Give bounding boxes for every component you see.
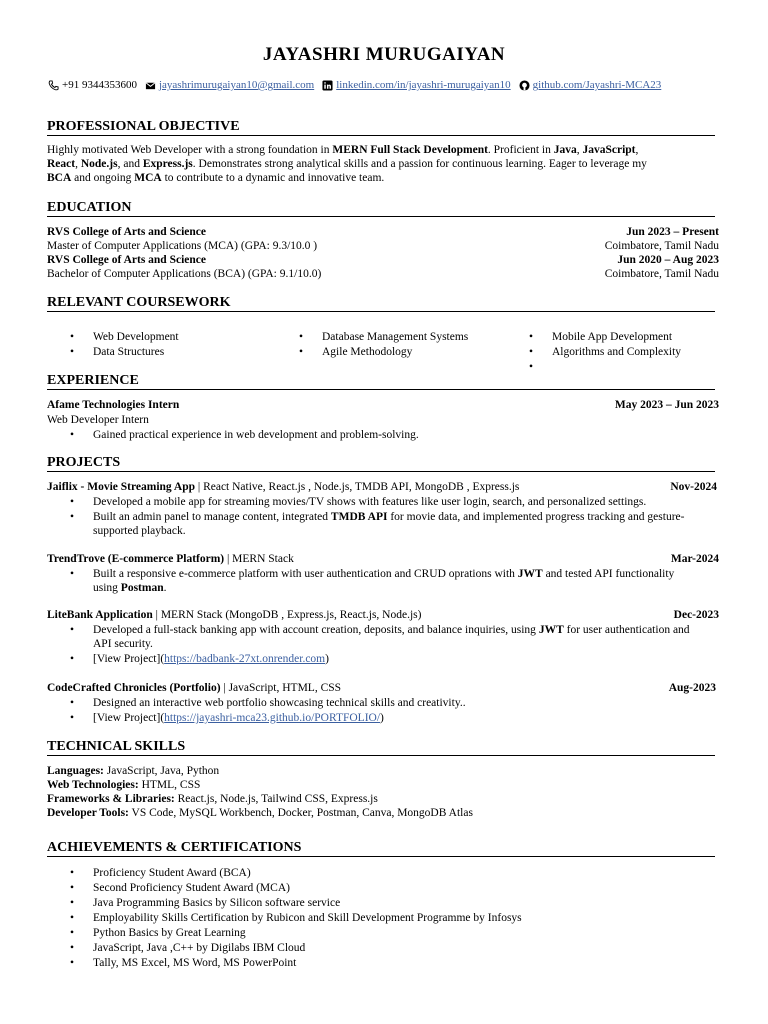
contact-bar — [48, 79, 669, 91]
project-header — [47, 608, 719, 622]
bullet-text — [93, 623, 693, 651]
section-heading-experience: EXPERIENCE — [47, 373, 715, 390]
achievement: Tally, MS Excel, MS Word, MS PowerPoint — [93, 957, 297, 969]
course: Algorithms and Complexity — [552, 346, 682, 358]
skill-value: HTML, CSS — [138, 779, 201, 791]
project-name: LiteBank Application — [47, 609, 153, 621]
company-name: Afame Technologies Intern — [47, 399, 180, 411]
education-row — [47, 225, 719, 239]
project-date: Aug-2023 — [668, 682, 716, 694]
skill-value: JavaScript, Java, Python — [103, 765, 220, 777]
project-link[interactable]: https://jayashri-mca23.github.io/PORTFOLIO/ — [164, 712, 381, 724]
text: to contribute to a dynamic and innovative team. — [161, 172, 385, 184]
text-bold: Java — [553, 144, 577, 156]
text-bold: JWT — [538, 624, 564, 636]
contact-linkedin[interactable] — [322, 79, 510, 91]
text-bold: MERN Full Stack Development — [332, 144, 488, 156]
email-link[interactable]: jayashrimurugaiyan10@gmail.com — [158, 79, 315, 91]
text: , — [635, 144, 639, 156]
section-heading-skills: TECHNICAL SKILLS — [47, 739, 715, 756]
text: [View Project]( — [93, 653, 165, 665]
text: and tested API functionality using — [93, 568, 675, 594]
project-date: Mar-2024 — [670, 553, 719, 565]
text: Built an admin panel to manage content, integrated — [93, 511, 331, 523]
skill-value: React.js, Node.js, Tailwind CSS, Express.js — [174, 793, 378, 805]
text: Developed a full-stack banking app with account creation, deposits, and balance inquiries, using — [93, 624, 539, 636]
text-bold: Postman — [120, 582, 164, 594]
achievement: JavaScript, Java ,C++ by Digilabs IBM Cloud — [93, 942, 306, 954]
bullet-text: Gained practical experience in web development and problem-solving. — [93, 429, 419, 441]
text-bold: Express.js — [142, 158, 193, 170]
section-heading-projects: PROJECTS — [47, 455, 715, 472]
job-title: Web Developer Intern — [47, 414, 149, 426]
education-row — [47, 239, 719, 253]
project-link[interactable]: https://badbank-27xt.onrender.com — [164, 653, 326, 665]
course: Mobile App Development — [552, 331, 673, 343]
bullet-text — [93, 711, 384, 725]
text: . Demonstrates strong analytical skills and a passion for continuous learning. Eager to leverage my — [192, 158, 647, 170]
bullet-text: Developed a mobile app for streaming movies/TV shows with features like user login, search, and personalized settings. — [93, 496, 647, 508]
section-heading-objective: PROFESSIONAL OBJECTIVE — [47, 119, 715, 136]
bullet-text: Designed an interactive web portfolio showcasing technical skills and creativity.. — [93, 697, 466, 709]
skill-label: Frameworks & Libraries: — [47, 793, 175, 805]
text: , and — [117, 158, 143, 170]
project-name: TrendTrove (E-commerce Platform) — [47, 553, 225, 565]
skill-label: Languages: — [47, 765, 104, 777]
text: [View Project]( — [93, 712, 165, 724]
skill-value: VS Code, MySQL Workbench, Docker, Postman, Canva, MongoDB Atlas — [128, 807, 473, 819]
section-heading-education: EDUCATION — [47, 200, 715, 217]
objective-paragraph — [47, 143, 719, 185]
text-bold: MCA — [134, 172, 162, 184]
education-date: Jun 2020 – Aug 2023 — [617, 254, 719, 266]
education-date: Jun 2023 – Present — [626, 226, 719, 238]
course: Data Structures — [93, 346, 165, 358]
project-stack: | MERN Stack — [224, 553, 294, 565]
education-row — [47, 253, 719, 267]
text-bold: JWT — [517, 568, 543, 580]
education-location: Coimbatore, Tamil Nadu — [604, 240, 719, 252]
github-link[interactable]: github.com/Jayashri-MCA23 — [532, 79, 662, 91]
degree: Bachelor of Computer Applications (BCA) (GPA: 9.1/10.0) — [47, 268, 322, 280]
skill-line — [47, 806, 719, 820]
project-header — [47, 681, 719, 695]
bullet-text — [93, 652, 329, 666]
text: Built a responsive e-commerce platform with user authentication and CRUD oprations with — [93, 568, 518, 580]
course: Web Development — [93, 331, 179, 343]
skill-line — [47, 778, 719, 792]
contact-email[interactable] — [145, 79, 314, 91]
education-location: Coimbatore, Tamil Nadu — [604, 268, 719, 280]
school-name: RVS College of Arts and Science — [47, 254, 206, 266]
text-bold: TMDB API — [330, 511, 388, 523]
text-bold: BCA — [47, 172, 72, 184]
text: and ongoing — [71, 172, 135, 184]
skill-label: Web Technologies: — [47, 779, 139, 791]
project-date: Dec-2023 — [673, 609, 719, 621]
envelope-icon — [145, 80, 156, 91]
contact-github[interactable] — [519, 79, 662, 91]
project-header — [47, 480, 719, 494]
skill-label: Developer Tools: — [47, 807, 129, 819]
contact-phone — [48, 79, 137, 91]
github-icon — [519, 80, 530, 91]
achievement: Employability Skills Certification by Rubicon and Skill Development Programme by Infosys — [93, 912, 522, 924]
resume-name: JAYASHRI MURUGAIYAN — [262, 44, 506, 65]
course: Agile Methodology — [322, 346, 413, 358]
experience-row — [47, 398, 719, 412]
school-name: RVS College of Arts and Science — [47, 226, 206, 238]
achievement: Proficiency Student Award (BCA) — [93, 867, 251, 879]
achievement: Second Proficiency Student Award (MCA) — [93, 882, 290, 894]
section-heading-coursework: RELEVANT COURSEWORK — [47, 295, 715, 312]
skill-line — [47, 792, 719, 806]
text: ) — [380, 712, 384, 724]
text-bold: React — [47, 158, 76, 170]
project-date: Nov-2024 — [670, 481, 717, 493]
text-bold: Node.js — [80, 158, 118, 170]
text: , — [75, 158, 81, 170]
project-header — [47, 552, 719, 566]
linkedin-icon — [322, 80, 333, 91]
phone-number: +91 9344353600 — [62, 79, 137, 91]
linkedin-link[interactable]: linkedin.com/in/jayashri-murugaiyan10 — [336, 79, 511, 91]
bullet-text — [93, 567, 693, 595]
project-name: CodeCrafted Chronicles (Portfolio) — [47, 682, 221, 694]
achievement: Python Basics by Great Learning — [93, 927, 246, 939]
skill-line — [47, 764, 719, 778]
text-bold: JavaScript — [582, 144, 636, 156]
bullet-text — [93, 510, 720, 538]
degree: Master of Computer Applications (MCA) (GPA: 9.3/10.0 ) — [47, 240, 318, 252]
experience-row — [47, 413, 719, 427]
text: . — [163, 582, 167, 594]
course: Database Management Systems — [322, 331, 469, 343]
project-stack: | JavaScript, HTML, CSS — [220, 682, 342, 694]
text: for user authentication and API security. — [93, 624, 690, 650]
project-stack: | React Native, React.js , Node.js, TMDB API, MongoDB , Express.js — [195, 481, 520, 493]
text: for movie data, and implemented progress tracking and gesture-supported playback. — [93, 511, 685, 537]
education-row — [47, 267, 719, 281]
experience-date: May 2023 – Jun 2023 — [614, 399, 719, 411]
section-heading-achievements: ACHIEVEMENTS & CERTIFICATIONS — [47, 840, 715, 857]
text: Highly motivated Web Developer with a strong foundation in — [47, 144, 333, 156]
project-stack: | MERN Stack (MongoDB , Express.js, React.js, Node.js) — [152, 609, 422, 621]
achievement: Java Programming Basics by Silicon software service — [93, 897, 341, 909]
text: ) — [325, 653, 329, 665]
text: , — [576, 144, 583, 156]
project-name: Jaiflix - Movie Streaming App — [47, 481, 196, 493]
phone-icon — [48, 80, 59, 91]
text: . Proficient in — [487, 144, 554, 156]
